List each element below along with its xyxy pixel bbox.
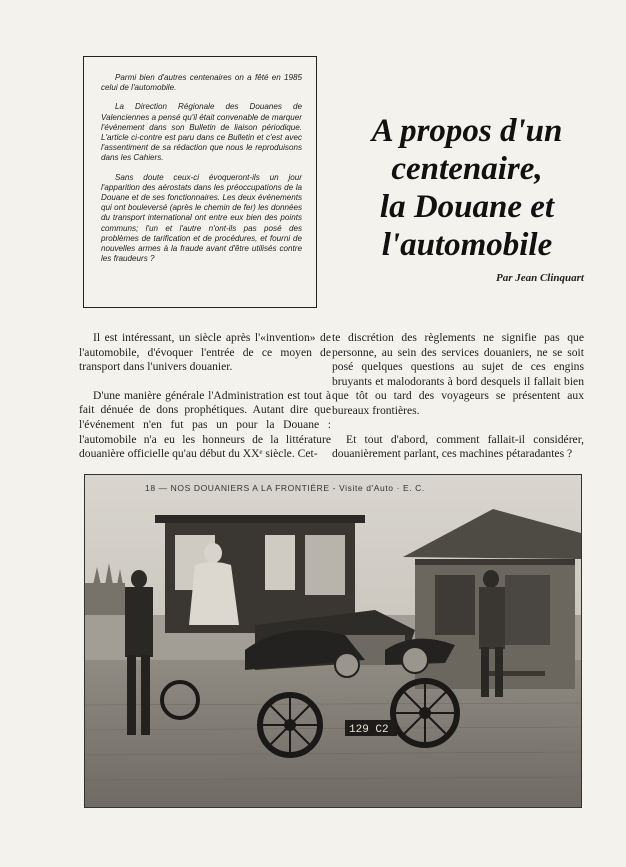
photo-caption: 18 — NOS DOUANIERS A LA FRONTIÈRE - Visite d'Auto · E. C. — [145, 483, 425, 493]
body-paragraph-2: D'une manière générale l'Administration est tout à fait dénuée de dons prophétiques. Autant dire que l'événement n'en fut pas un pour la Douane : l'automobile n'a eu les honneurs de la littérature douanière officielle qu'au début du XXᵉ siècle. Cet- — [79, 388, 331, 461]
historical-photo — [84, 474, 582, 808]
body-paragraph-4: Et tout d'abord, comment fallait-il considérer, douanièrement parlant, ces machines pétaradantes ? — [332, 432, 584, 461]
body-column-right — [332, 331, 584, 476]
body-paragraph-3: te discrétion des règlements ne signifie pas que personne, au sein des services douaniers, ne se soit posé quelques questions au sujet de ces engins bruyants et malodorants à bord desquels il fallait bien que tôt ou tard des voyageurs se présentent aux bureaux frontières. — [332, 331, 584, 417]
intro-sidebar — [83, 56, 317, 308]
intro-paragraph-2: La Direction Régionale des Douanes de Valenciennes a pensé qu'il était convenable de marquer l'événement dans son Bulletin de liaison périodique. L'article ci-contre est paru dans ce Bulletin et c'est avec l'assentiment de sa rédaction que nous le reproduisons dans les Cahiers. — [101, 102, 302, 163]
body-paragraph-1: Il est intéressant, un siècle après l'«invention» de l'automobile, d'évoquer l'entrée de ce moyen de transport dans l'univers douanier. — [79, 331, 331, 374]
license-plate: 129 C2 — [349, 724, 389, 736]
bench — [485, 671, 545, 676]
title-line-4: l'automobile — [381, 227, 553, 263]
article-title — [332, 112, 602, 264]
body-column-left — [79, 331, 331, 476]
title-line-1: A propos d'un — [371, 113, 563, 149]
byline: Par Jean Clinquart — [495, 272, 584, 284]
intro-paragraph-1: Parmi bien d'autres centenaires on a fêté en 1985 celui de l'automobile. — [101, 73, 302, 93]
intro-paragraph-3: Sans doute ceux-ci évoqueront-ils un jour l'apparition des aérostats dans les préoccupations de la Douane et de ses fonctionnaires. Les deux événements qui ont bouleversé (après le chemin de fer) les données du transport international ont entre eux bien des points communs; l'un et l'autre n'ont-ils pas posé des problèmes de tarification et de procédures, et fourni de nouvelles armes à la fraude avant d'être utilisés contre les fraudeurs ? — [101, 172, 302, 264]
title-line-2: centenaire, — [391, 151, 543, 187]
title-line-3: la Douane et — [379, 189, 555, 225]
photo-illustration — [85, 475, 581, 807]
